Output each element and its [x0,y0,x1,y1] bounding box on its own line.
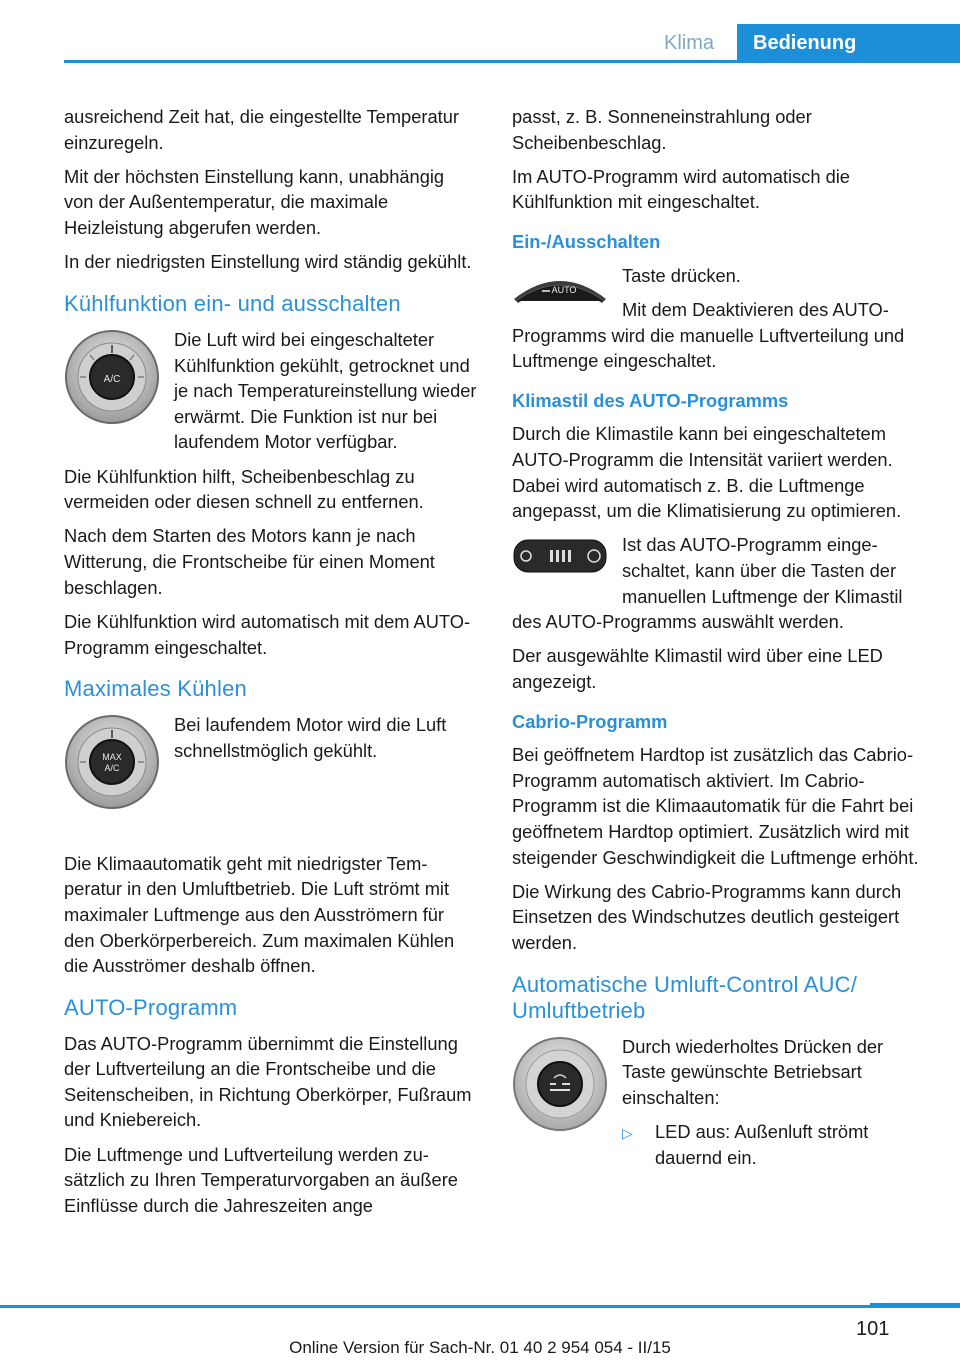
fan-buttons-figure [512,536,608,583]
heading-ein-ausschalten: Ein-/Ausschalten [512,231,661,253]
header-rule [64,60,960,63]
paragraph: Mit dem Deaktivieren des AUTO-Programms wird die manuelle Luftverteilung und Luftmenge eingeschaltet. [512,298,905,372]
left-column [64,104,478,1227]
ac-knob-figure [64,329,160,432]
paragraph: Bei geöffnetem Hardtop ist zusätzlich das Cabrio-Programm automatisch aktiviert. Im Cabrio-Programm ist die Klimaautomatik für die Fahrt bei geöffnetem Hardtop optimiert. Zusätzlich wird mit steigender Geschwindigkeit die Luftmenge erhöht. [512,744,919,868]
heading-auto-programm: AUTO-Programm [64,994,238,1020]
ac-label: A/C [104,763,120,774]
list-item-text: LED aus: Außenluft strömt dauernd ein. [655,1121,869,1168]
tab-klima[interactable]: Klima [663,32,714,54]
page-number: 101 [856,1318,890,1340]
heading-maximales-kuehlen: Maximales Kühlen [64,676,247,702]
paragraph: Der ausgewählte Klimastil wird über eine LED angezeigt. [512,645,883,693]
paragraph: Die Luft wird bei eingeschalteter Kühlfunktion gekühlt, getrocknet und je nach Temperatureinstellung wieder erwärmt. Die Funktion ist nur bei laufendem Motor verfügbar. [174,328,477,453]
tab-bedienung[interactable]: Bedienung [737,24,960,60]
paragraph: Nach dem Starten des Motors kann je nach Witterung, die Frontscheibe für einen Moment beschlagen. [64,525,435,598]
footer-text: Online Version für Sach-Nr. 01 40 2 954 054 - II/15 [289,1338,671,1357]
paragraph: Die Wirkung des Cabrio-Programms kann durch Einsetzen des Windschutzes deutlich gesteigert werden. [512,880,902,954]
max-ac-knob-figure [64,714,160,817]
right-column [512,104,924,1170]
paragraph: Mit der höchsten Einstellung kann, unabhängig von der Außentemperatur, die maximale Heizleistung abgerufen werden. [64,165,445,239]
list-item [622,1119,924,1170]
heading-cabrio-programm: Cabrio-Programm [512,710,668,732]
paragraph: Im AUTO-Programm wird automatisch die Kühlfunktion mit eingeschaltet. [512,165,850,213]
auc-knob-figure [512,1036,608,1139]
paragraph: Bei laufendem Motor wird die Luft schnellstmöglich gekühlt. [174,714,447,761]
footer-rule-accent [870,1303,960,1308]
auto-label: AUTO [551,284,577,295]
max-label: MAX [102,752,122,763]
auto-button-figure [512,269,608,312]
paragraph: Durch die Klimastile kann bei eingeschaltetem AUTO-Programm die Intensität variiert werden. Dabei wird automatisch z. B. die Luftmenge angepasst, um die Klimatisierung zu optimieren. [512,423,902,522]
ac-label: A/C [103,373,121,385]
paragraph: Das AUTO-Programm übernimmt die Einstellung der Luftverteilung an die Frontscheibe und die Seitenscheiben, in Richtung Oberkörper, Fußraum und Kniebereich. [64,1032,472,1131]
paragraph: Die Luftmenge und Luftverteilung werden zusätzlich zu Ihren Temperaturvorgaben an äußere Einflüsse durch die Jahreszeiten ange [64,1143,458,1216]
heading-kuehlfunktion: Kühlfunktion ein- und ausschalten [64,290,401,316]
paragraph: Die Klimaautomatik geht mit niedrigster Temperatur in den Umluftbetrieb. Die Luft strömt mit maximaler Luftmenge aus den Ausströmern für den Oberkörperbereich. Zum maximalen Kühlen die Ausströmer deshalb öffnen. [64,852,455,977]
footer-rule [0,1305,960,1308]
paragraph: Taste drücken. [622,264,741,286]
paragraph: Durch wiederholtes Drücken der Taste gewünschte Betriebsart einschalten: [622,1035,884,1108]
paragraph: passt, z. B. Sonneneinstrahlung oder Scheibenbeschlag. [512,106,812,153]
paragraph: ausreichend Zeit hat, die eingestellte Temperatur einzuregeln. [64,106,459,153]
heading-auc: Automatische Umluft-Control AUC/ Umluftbetrieb [512,971,858,1023]
paragraph: In der niedrigsten Einstellung wird ständig gekühlt. [64,251,472,273]
paragraph: Die Kühlfunktion wird automatisch mit dem AUTO-Programm eingeschaltet. [64,610,471,658]
heading-klimastil: Klimastil des AUTO-Programms [512,389,789,411]
paragraph: Ist das AUTO-Programm eingeschaltet, kann über die Tasten der manuellen Luftmenge der Klimastil des AUTO-Programms auswählt werden. [512,534,903,633]
paragraph: Die Kühlfunktion hilft, Scheibenbeschlag zu vermeiden oder diesen schnell zu entfernen. [64,465,424,513]
triangle-bullet-icon: ▷ [622,1125,633,1142]
